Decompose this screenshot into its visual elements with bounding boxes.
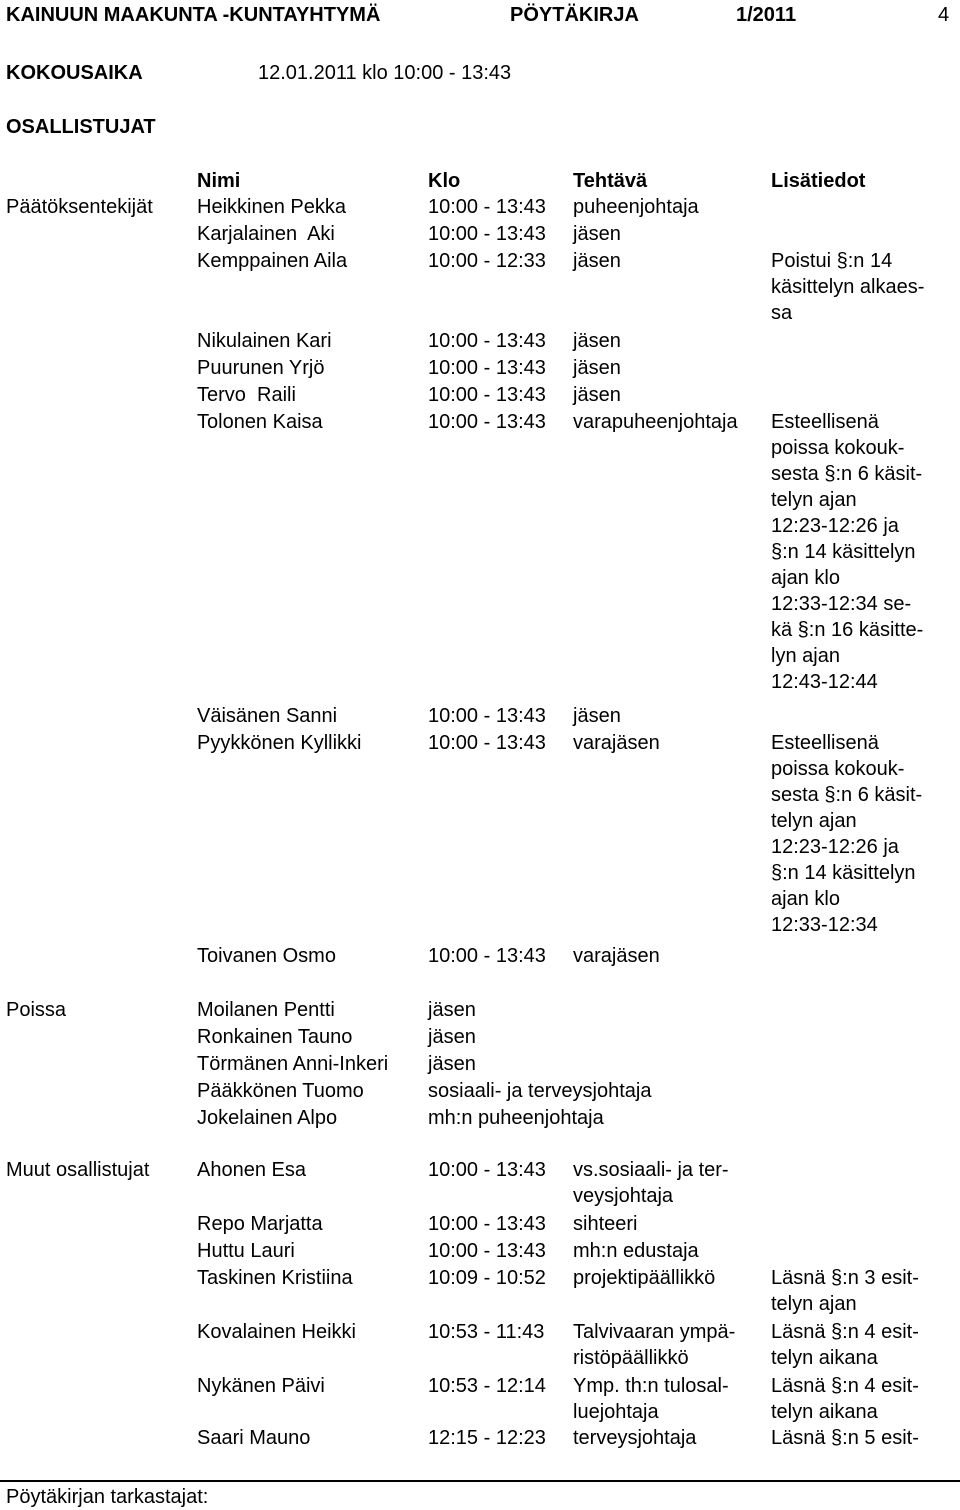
group-label-others: Muut osallistujat: [6, 1159, 150, 1181]
participant-role: projektipäällikkö: [573, 1267, 716, 1289]
participant-role: jäsen: [573, 250, 621, 272]
participant-name: Nykänen Päivi: [197, 1375, 325, 1397]
group-label-absent: Poissa: [6, 999, 67, 1021]
participant-name: Kovalainen Heikki: [197, 1321, 356, 1343]
participant-name: Puurunen Yrjö: [197, 357, 325, 379]
participant-role: mh:n edustaja: [573, 1240, 699, 1262]
column-header-name: Nimi: [197, 170, 241, 192]
participant-info: Läsnä §:n 3 esit- telyn ajan: [771, 1267, 919, 1315]
footer-divider: [0, 1480, 960, 1482]
participant-info: Läsnä §:n 5 esit-: [771, 1427, 919, 1449]
participant-role: terveysjohtaja: [573, 1427, 697, 1449]
participant-name: Saari Mauno: [197, 1427, 311, 1449]
participant-role: sosiaali- ja terveysjohtaja: [428, 1080, 652, 1102]
participant-name: Repo Marjatta: [197, 1213, 323, 1235]
participant-name: Karjalainen Aki: [197, 223, 335, 245]
column-header-time: Klo: [428, 170, 461, 192]
participant-name: Pyykkönen Kyllikki: [197, 732, 362, 754]
participant-time: 10:53 - 11:43: [428, 1321, 545, 1343]
document-type: PÖYTÄKIRJA: [510, 4, 639, 26]
minutes-checkers-label: Pöytäkirjan tarkastajat:: [6, 1486, 209, 1508]
participant-role: Ymp. th:n tulosal- luejohtaja: [573, 1375, 729, 1423]
participant-time: 12:15 - 12:23: [428, 1427, 546, 1449]
participant-info: Poistui §:n 14 käsittelyn alkaes- sa: [771, 250, 925, 324]
participant-time: 10:00 - 13:43: [428, 196, 546, 218]
participant-role: jäsen: [428, 1026, 476, 1048]
participant-name: Moilanen Pentti: [197, 999, 335, 1021]
column-header-role: Tehtävä: [573, 170, 648, 192]
participant-time: 10:53 - 12:14: [428, 1375, 546, 1397]
participant-role: jäsen: [573, 705, 621, 727]
participant-name: Kemppainen Aila: [197, 250, 348, 272]
participant-role: Talvivaaran ympä- ristöpäällikkö: [573, 1321, 736, 1369]
participant-name: Pääkkönen Tuomo: [197, 1080, 364, 1102]
column-header-info: Lisätiedot: [771, 170, 866, 192]
meeting-time-value: 12.01.2011 klo 10:00 - 13:43: [258, 62, 512, 84]
participant-role: varapuheenjohtaja: [573, 411, 738, 433]
participant-role: jäsen: [428, 1053, 476, 1075]
participant-time: 10:00 - 13:43: [428, 384, 546, 406]
participant-role: sihteeri: [573, 1213, 638, 1235]
participant-name: Toivanen Osmo: [197, 945, 336, 967]
participant-name: Ronkainen Tauno: [197, 1026, 353, 1048]
participant-name: Törmänen Anni-Inkeri: [197, 1053, 389, 1075]
participant-time: 10:00 - 13:43: [428, 1213, 546, 1235]
document-number: 1/2011: [736, 4, 797, 26]
participant-role: jäsen: [573, 384, 621, 406]
participant-name: Heikkinen Pekka: [197, 196, 346, 218]
participant-name: Jokelainen Alpo: [197, 1107, 338, 1129]
participant-info: Läsnä §:n 4 esit- telyn aikana: [771, 1375, 919, 1423]
participant-role: mh:n puheenjohtaja: [428, 1107, 604, 1129]
meeting-time-label: KOKOUSAIKA: [6, 62, 143, 84]
participant-info: Esteellisenä poissa kokouk- sesta §:n 6 käsit- telyn ajan 12:23-12:26 ja §:n 14 käsittelyn ajan klo 12:33-12:34 se- kä §:n 16 käsitte- lyn ajan 12:43-12:44: [771, 411, 924, 693]
participant-role: jäsen: [428, 999, 476, 1021]
participant-time: 10:00 - 13:43: [428, 411, 546, 433]
participant-time: 10:09 - 10:52: [428, 1267, 546, 1289]
participant-name: Ahonen Esa: [197, 1159, 306, 1181]
participant-name: Taskinen Kristiina: [197, 1267, 353, 1289]
participant-name: Väisänen Sanni: [197, 705, 338, 727]
page-number: 4: [938, 4, 950, 26]
participant-time: 10:00 - 13:43: [428, 330, 546, 352]
participant-time: 10:00 - 13:43: [428, 1159, 546, 1181]
participant-name: Tolonen Kaisa: [197, 411, 323, 433]
participant-role: varajäsen: [573, 945, 660, 967]
participant-time: 10:00 - 13:43: [428, 945, 546, 967]
participant-name: Nikulainen Kari: [197, 330, 332, 352]
participant-time: 10:00 - 13:43: [428, 357, 546, 379]
participant-time: 10:00 - 13:43: [428, 732, 546, 754]
participant-info: Läsnä §:n 4 esit- telyn aikana: [771, 1321, 919, 1369]
participant-time: 10:00 - 13:43: [428, 1240, 546, 1262]
participant-role: jäsen: [573, 330, 621, 352]
participant-name: Huttu Lauri: [197, 1240, 295, 1262]
organization-name: KAINUUN MAAKUNTA -KUNTAYHTYMÄ: [6, 4, 381, 26]
participant-role: jäsen: [573, 223, 621, 245]
participants-heading: OSALLISTUJAT: [6, 116, 156, 138]
participant-time: 10:00 - 13:43: [428, 705, 546, 727]
participant-name: Tervo Raili: [197, 384, 296, 406]
group-label-decision-makers: Päätöksentekijät: [6, 196, 153, 218]
participant-role: jäsen: [573, 357, 621, 379]
participant-role: vs.sosiaali- ja ter- veysjohtaja: [573, 1159, 729, 1207]
participant-time: 10:00 - 13:43: [428, 223, 546, 245]
participant-info: Esteellisenä poissa kokouk- sesta §:n 6 käsit- telyn ajan 12:23-12:26 ja §:n 14 käsittelyn ajan klo 12:33-12:34: [771, 732, 923, 936]
participant-time: 10:00 - 12:33: [428, 250, 546, 272]
participant-role: puheenjohtaja: [573, 196, 699, 218]
participant-role: varajäsen: [573, 732, 660, 754]
